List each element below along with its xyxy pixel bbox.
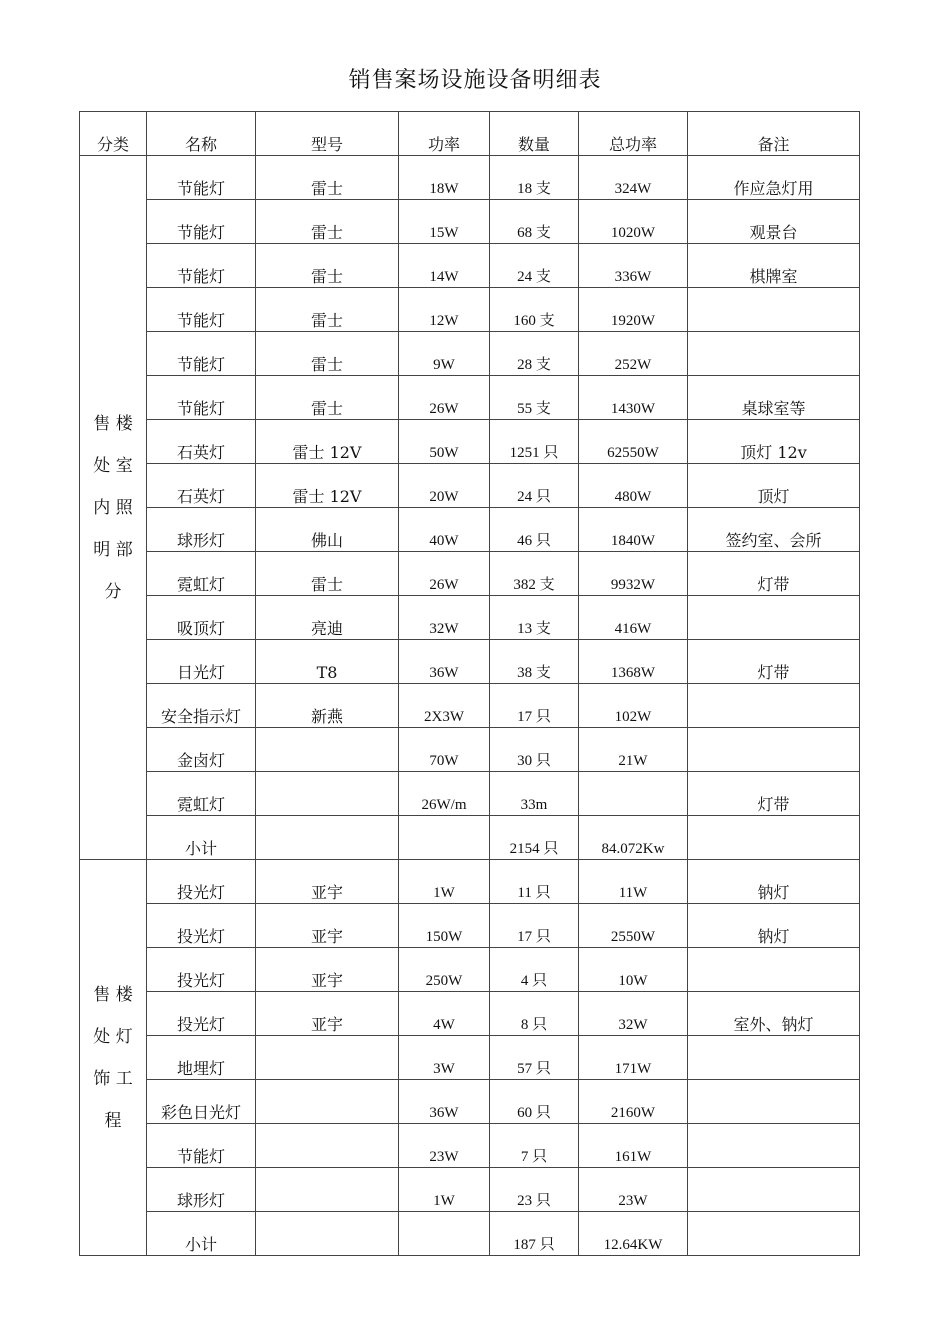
item-model: 亚宇 bbox=[256, 904, 399, 948]
item-model: 雷士 bbox=[256, 376, 399, 420]
item-remarks bbox=[688, 816, 860, 860]
header-row bbox=[80, 112, 860, 156]
item-name: 节能灯 bbox=[147, 288, 256, 332]
item-model: 雷士 bbox=[256, 200, 399, 244]
item-quantity: 11 只 bbox=[490, 860, 579, 904]
item-name: 小计 bbox=[147, 1212, 256, 1256]
category-cell: 售 楼 处 室 内 照 明 部 分 bbox=[80, 156, 147, 860]
item-total-power bbox=[579, 772, 688, 816]
item-name: 霓虹灯 bbox=[147, 772, 256, 816]
item-remarks bbox=[688, 1036, 860, 1080]
item-model: 雷士 bbox=[256, 244, 399, 288]
item-power: 12W bbox=[399, 288, 490, 332]
item-model: 亚宇 bbox=[256, 992, 399, 1036]
item-remarks bbox=[688, 288, 860, 332]
item-remarks: 作应急灯用 bbox=[688, 156, 860, 200]
item-quantity: 160 支 bbox=[490, 288, 579, 332]
item-remarks: 灯带 bbox=[688, 772, 860, 816]
item-quantity: 24 支 bbox=[490, 244, 579, 288]
item-total-power: 480W bbox=[579, 464, 688, 508]
item-model: 亚宇 bbox=[256, 948, 399, 992]
item-name: 球形灯 bbox=[147, 508, 256, 552]
item-remarks: 观景台 bbox=[688, 200, 860, 244]
item-remarks bbox=[688, 728, 860, 772]
item-model bbox=[256, 728, 399, 772]
item-quantity: 4 只 bbox=[490, 948, 579, 992]
item-model bbox=[256, 816, 399, 860]
item-total-power: 9932W bbox=[579, 552, 688, 596]
item-remarks bbox=[688, 948, 860, 992]
item-power: 3W bbox=[399, 1036, 490, 1080]
item-total-power: 11W bbox=[579, 860, 688, 904]
item-power: 26W bbox=[399, 552, 490, 596]
item-name: 投光灯 bbox=[147, 904, 256, 948]
item-remarks: 灯带 bbox=[688, 640, 860, 684]
item-power: 36W bbox=[399, 1080, 490, 1124]
item-remarks bbox=[688, 596, 860, 640]
item-quantity: 55 支 bbox=[490, 376, 579, 420]
item-total-power: 1840W bbox=[579, 508, 688, 552]
item-total-power: 336W bbox=[579, 244, 688, 288]
item-model: 佛山 bbox=[256, 508, 399, 552]
table-row bbox=[80, 244, 860, 288]
item-power: 14W bbox=[399, 244, 490, 288]
table-row bbox=[80, 904, 860, 948]
item-name: 霓虹灯 bbox=[147, 552, 256, 596]
item-total-power: 1430W bbox=[579, 376, 688, 420]
table-row bbox=[80, 420, 860, 464]
item-remarks: 桌球室等 bbox=[688, 376, 860, 420]
item-quantity: 38 支 bbox=[490, 640, 579, 684]
item-quantity: 187 只 bbox=[490, 1212, 579, 1256]
table-row bbox=[80, 1168, 860, 1212]
item-power: 36W bbox=[399, 640, 490, 684]
item-remarks bbox=[688, 684, 860, 728]
item-power: 50W bbox=[399, 420, 490, 464]
table-row bbox=[80, 552, 860, 596]
item-total-power: 1020W bbox=[579, 200, 688, 244]
item-quantity: 33m bbox=[490, 772, 579, 816]
item-model bbox=[256, 1080, 399, 1124]
item-quantity: 57 只 bbox=[490, 1036, 579, 1080]
item-total-power: 12.64KW bbox=[579, 1212, 688, 1256]
item-power: 9W bbox=[399, 332, 490, 376]
item-name: 节能灯 bbox=[147, 1124, 256, 1168]
item-power: 20W bbox=[399, 464, 490, 508]
table-row bbox=[80, 860, 860, 904]
item-total-power: 324W bbox=[579, 156, 688, 200]
item-power: 70W bbox=[399, 728, 490, 772]
item-power: 4W bbox=[399, 992, 490, 1036]
item-remarks: 棋牌室 bbox=[688, 244, 860, 288]
item-remarks bbox=[688, 1124, 860, 1168]
item-power: 1W bbox=[399, 860, 490, 904]
item-name: 投光灯 bbox=[147, 992, 256, 1036]
item-name: 节能灯 bbox=[147, 244, 256, 288]
page-title: 销售案场设施设备明细表 bbox=[348, 68, 602, 93]
item-model bbox=[256, 772, 399, 816]
item-model: 雷士 bbox=[256, 332, 399, 376]
item-model: 亮迪 bbox=[256, 596, 399, 640]
table-row bbox=[80, 200, 860, 244]
item-remarks bbox=[688, 1080, 860, 1124]
item-total-power: 1920W bbox=[579, 288, 688, 332]
item-quantity: 7 只 bbox=[490, 1124, 579, 1168]
item-name: 节能灯 bbox=[147, 156, 256, 200]
item-quantity: 17 只 bbox=[490, 684, 579, 728]
table-row bbox=[80, 1036, 860, 1080]
item-name: 安全指示灯 bbox=[147, 684, 256, 728]
table-row bbox=[80, 728, 860, 772]
subtotal-row bbox=[80, 1212, 860, 1256]
table-row bbox=[80, 464, 860, 508]
item-name: 地埋灯 bbox=[147, 1036, 256, 1080]
item-name: 节能灯 bbox=[147, 376, 256, 420]
table-row bbox=[80, 1124, 860, 1168]
subtotal-row bbox=[80, 816, 860, 860]
header-name: 名称 bbox=[147, 112, 256, 156]
item-power: 40W bbox=[399, 508, 490, 552]
item-model: 新燕 bbox=[256, 684, 399, 728]
item-quantity: 13 支 bbox=[490, 596, 579, 640]
item-total-power: 84.072Kw bbox=[579, 816, 688, 860]
item-model bbox=[256, 1212, 399, 1256]
item-remarks: 室外、钠灯 bbox=[688, 992, 860, 1036]
item-quantity: 68 支 bbox=[490, 200, 579, 244]
item-quantity: 60 只 bbox=[490, 1080, 579, 1124]
item-total-power: 62550W bbox=[579, 420, 688, 464]
table-row bbox=[80, 640, 860, 684]
item-name: 节能灯 bbox=[147, 200, 256, 244]
item-power: 26W/m bbox=[399, 772, 490, 816]
item-model bbox=[256, 1124, 399, 1168]
item-remarks bbox=[688, 332, 860, 376]
item-name: 球形灯 bbox=[147, 1168, 256, 1212]
item-model bbox=[256, 1168, 399, 1212]
item-remarks: 钠灯 bbox=[688, 904, 860, 948]
table-row bbox=[80, 288, 860, 332]
item-power: 26W bbox=[399, 376, 490, 420]
table-row bbox=[80, 376, 860, 420]
item-remarks: 灯带 bbox=[688, 552, 860, 596]
table-row bbox=[80, 948, 860, 992]
table-row bbox=[80, 684, 860, 728]
table-row bbox=[80, 508, 860, 552]
item-model bbox=[256, 1036, 399, 1080]
item-model: 雷士 bbox=[256, 156, 399, 200]
item-power: 250W bbox=[399, 948, 490, 992]
item-model: T8 bbox=[256, 640, 399, 684]
item-remarks bbox=[688, 1212, 860, 1256]
item-quantity: 18 支 bbox=[490, 156, 579, 200]
item-power bbox=[399, 1212, 490, 1256]
header-model: 型号 bbox=[256, 112, 399, 156]
item-remarks: 顶灯 bbox=[688, 464, 860, 508]
item-quantity: 1251 只 bbox=[490, 420, 579, 464]
item-power: 32W bbox=[399, 596, 490, 640]
item-model: 雷士 12V bbox=[256, 464, 399, 508]
table-row bbox=[80, 332, 860, 376]
item-name: 投光灯 bbox=[147, 948, 256, 992]
header-category: 分类 bbox=[80, 112, 147, 156]
table-row bbox=[80, 1080, 860, 1124]
item-name: 小计 bbox=[147, 816, 256, 860]
table-row bbox=[80, 992, 860, 1036]
item-total-power: 102W bbox=[579, 684, 688, 728]
item-name: 吸顶灯 bbox=[147, 596, 256, 640]
item-total-power: 2160W bbox=[579, 1080, 688, 1124]
item-quantity: 24 只 bbox=[490, 464, 579, 508]
item-total-power: 23W bbox=[579, 1168, 688, 1212]
table-row bbox=[80, 156, 860, 200]
item-power: 2X3W bbox=[399, 684, 490, 728]
item-total-power: 21W bbox=[579, 728, 688, 772]
item-power: 15W bbox=[399, 200, 490, 244]
header-total-power: 总功率 bbox=[579, 112, 688, 156]
item-total-power: 1368W bbox=[579, 640, 688, 684]
item-power: 18W bbox=[399, 156, 490, 200]
header-remarks: 备注 bbox=[688, 112, 860, 156]
header-power: 功率 bbox=[399, 112, 490, 156]
item-remarks: 签约室、会所 bbox=[688, 508, 860, 552]
equipment-table bbox=[79, 111, 860, 1256]
item-total-power: 171W bbox=[579, 1036, 688, 1080]
item-power: 23W bbox=[399, 1124, 490, 1168]
item-name: 石英灯 bbox=[147, 464, 256, 508]
header-quantity: 数量 bbox=[490, 112, 579, 156]
item-quantity: 23 只 bbox=[490, 1168, 579, 1212]
item-name: 金卤灯 bbox=[147, 728, 256, 772]
item-quantity: 46 只 bbox=[490, 508, 579, 552]
item-total-power: 416W bbox=[579, 596, 688, 640]
item-model: 雷士 bbox=[256, 552, 399, 596]
item-name: 节能灯 bbox=[147, 332, 256, 376]
item-power: 1W bbox=[399, 1168, 490, 1212]
item-total-power: 161W bbox=[579, 1124, 688, 1168]
item-quantity: 30 只 bbox=[490, 728, 579, 772]
item-quantity: 382 支 bbox=[490, 552, 579, 596]
item-name: 投光灯 bbox=[147, 860, 256, 904]
item-model: 亚宇 bbox=[256, 860, 399, 904]
item-total-power: 2550W bbox=[579, 904, 688, 948]
item-total-power: 252W bbox=[579, 332, 688, 376]
table-row bbox=[80, 772, 860, 816]
item-total-power: 10W bbox=[579, 948, 688, 992]
item-quantity: 8 只 bbox=[490, 992, 579, 1036]
item-power bbox=[399, 816, 490, 860]
item-name: 石英灯 bbox=[147, 420, 256, 464]
item-name: 彩色日光灯 bbox=[147, 1080, 256, 1124]
item-remarks bbox=[688, 1168, 860, 1212]
item-quantity: 17 只 bbox=[490, 904, 579, 948]
item-remarks: 顶灯 12v bbox=[688, 420, 860, 464]
item-quantity: 2154 只 bbox=[490, 816, 579, 860]
item-name: 日光灯 bbox=[147, 640, 256, 684]
item-model: 雷士 12V bbox=[256, 420, 399, 464]
item-remarks: 钠灯 bbox=[688, 860, 860, 904]
item-model: 雷士 bbox=[256, 288, 399, 332]
item-power: 150W bbox=[399, 904, 490, 948]
item-total-power: 32W bbox=[579, 992, 688, 1036]
table-row bbox=[80, 596, 860, 640]
item-quantity: 28 支 bbox=[490, 332, 579, 376]
category-cell: 售 楼 处 灯 饰 工 程 bbox=[80, 860, 147, 1256]
